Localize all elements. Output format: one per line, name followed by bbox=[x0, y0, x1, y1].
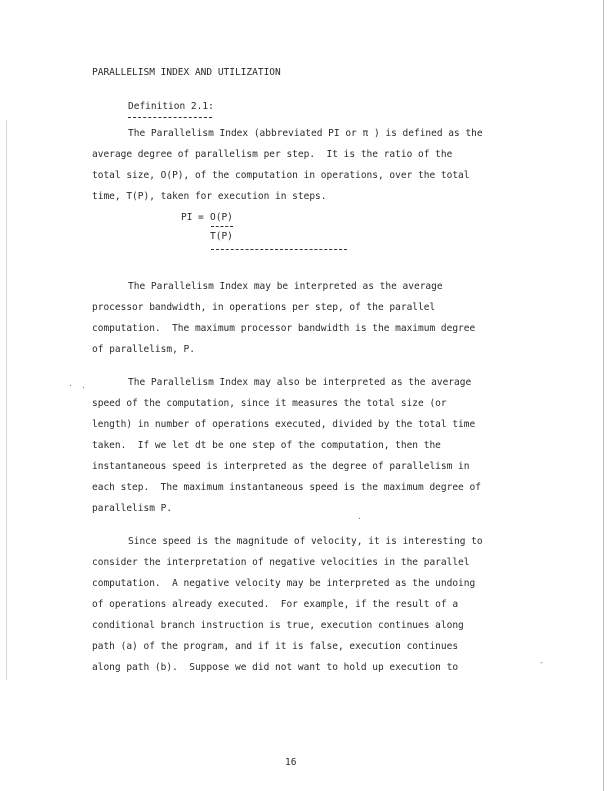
scan-speck: · bbox=[357, 514, 362, 523]
fraction-bar bbox=[211, 226, 233, 227]
scan-speck: · bbox=[81, 383, 86, 392]
scan-speck: - bbox=[539, 658, 544, 667]
paragraph-line: processor bandwidth, in operations per step, of the parallel bbox=[92, 302, 436, 313]
paragraph-line: taken. If we let dt be one step of the computation, then the bbox=[92, 440, 441, 451]
paragraph-line: speed of the computation, since it measures the total size (or bbox=[92, 398, 447, 409]
paragraph-line: parallelism P. bbox=[92, 503, 173, 514]
page-header: PARALLELISM INDEX AND UTILIZATION bbox=[92, 67, 281, 78]
definition-line: total size, O(P), of the computation in operations, over the total bbox=[92, 170, 470, 181]
paragraph-line: The Parallelism Index may also be interpreted as the average bbox=[128, 377, 472, 388]
paragraph-line: path (a) of the program, and if it is false, execution continues bbox=[92, 641, 459, 652]
paragraph-line: consider the interpretation of negative velocities in the parallel bbox=[92, 557, 470, 568]
paragraph-line: of parallelism, P. bbox=[92, 344, 195, 355]
paragraph-line: length) in number of operations executed, divided by the total time bbox=[92, 419, 476, 430]
paragraph-line: computation. A negative velocity may be interpreted as the undoing bbox=[92, 578, 476, 589]
definition-title: Definition 2.1: bbox=[128, 101, 214, 112]
formula-denominator: T(P) bbox=[210, 231, 233, 242]
formula-lhs: PI bbox=[181, 212, 193, 223]
left-page-edge bbox=[6, 120, 7, 680]
definition-line: The Parallelism Index (abbreviated PI or π ) is defined as the bbox=[128, 128, 483, 139]
paragraph-line: The Parallelism Index may be interpreted as the average bbox=[128, 281, 443, 292]
scan-speck: · bbox=[68, 381, 73, 390]
paragraph-line: Since speed is the magnitude of velocity, it is interesting to bbox=[128, 536, 483, 547]
paragraph-line: conditional branch instruction is true, execution continues along bbox=[92, 620, 464, 631]
definition-line: average degree of parallelism per step. It is the ratio of the bbox=[92, 149, 453, 160]
right-page-edge bbox=[603, 0, 604, 791]
definition-end-rule bbox=[211, 249, 347, 250]
paragraph-line: instantaneous speed is interpreted as the degree of parallelism in bbox=[92, 461, 470, 472]
paragraph-line: each step. The maximum instantaneous speed is the maximum degree of bbox=[92, 482, 481, 493]
formula-numerator: O(P) bbox=[210, 212, 233, 223]
paragraph-line: of operations already executed. For example, if the result of a bbox=[92, 599, 459, 610]
page-number: 16 bbox=[285, 757, 297, 768]
paragraph-line: computation. The maximum processor bandwidth is the maximum degree bbox=[92, 323, 476, 334]
definition-underline bbox=[128, 117, 212, 118]
definition-line: time, T(P), taken for execution in steps. bbox=[92, 191, 327, 202]
formula-equals: = bbox=[198, 212, 204, 223]
paragraph-line: along path (b). Suppose we did not want to hold up execution to bbox=[92, 662, 459, 673]
